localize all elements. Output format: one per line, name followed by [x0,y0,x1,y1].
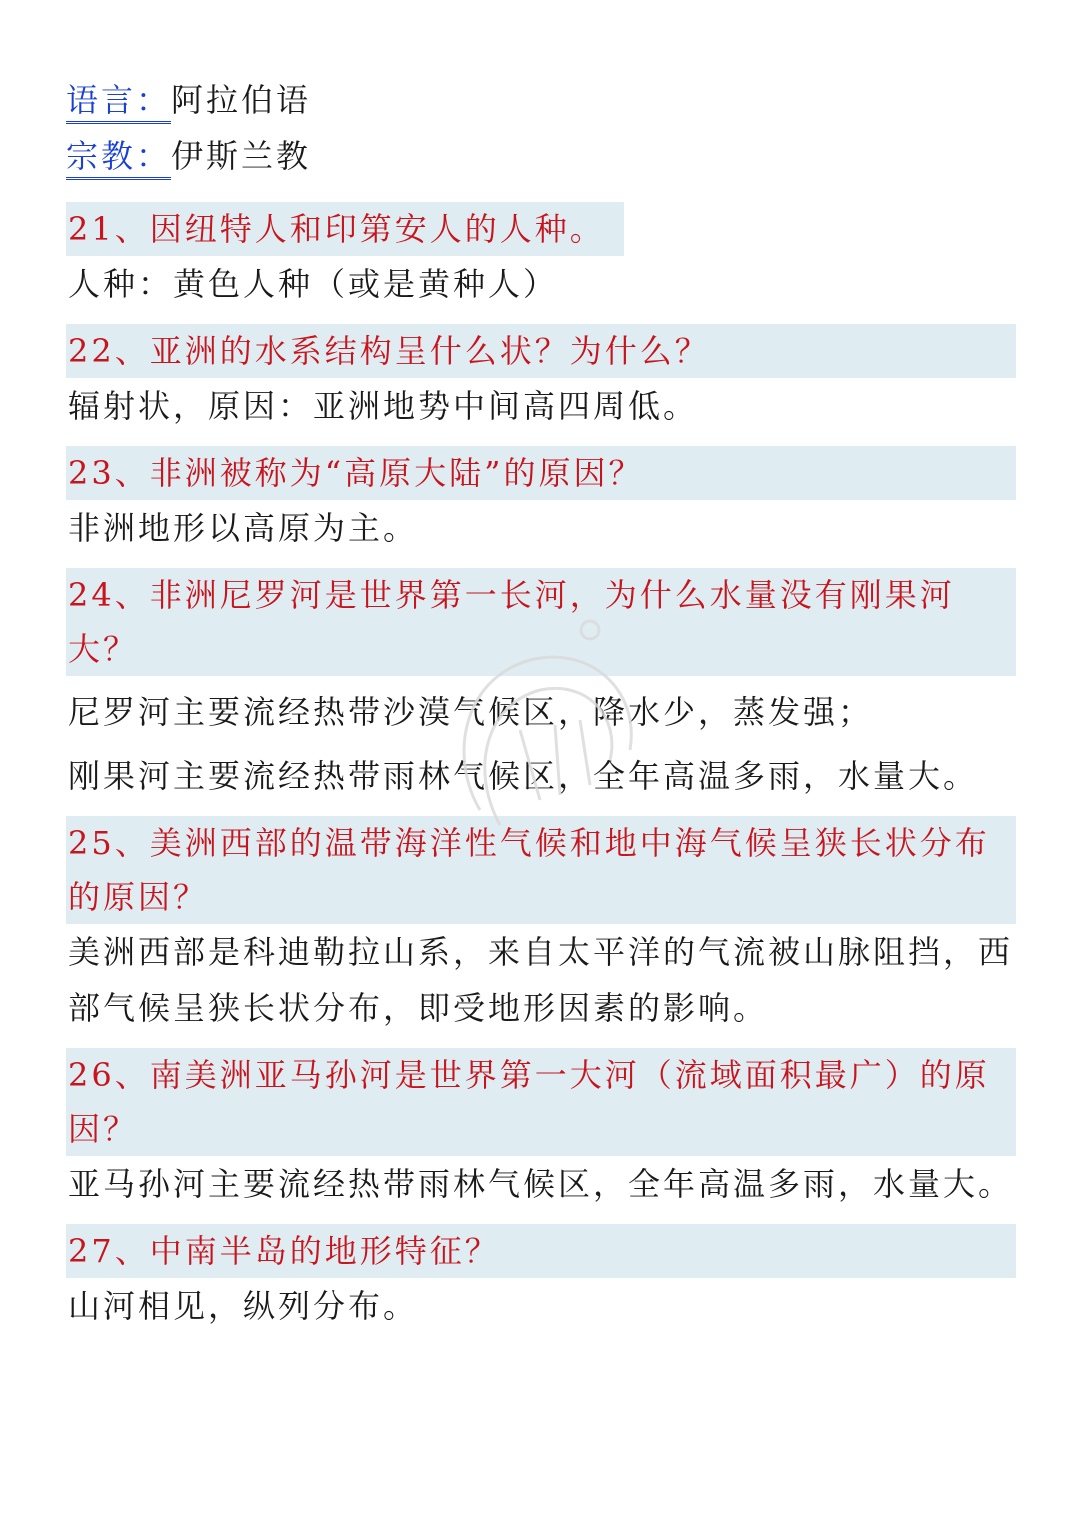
document-page [66,72,1016,1334]
question-heading: 27、中南半岛的地形特征？ [66,1224,1016,1278]
answer-text: 辐射状，原因：亚洲地势中间高四周低。 [68,387,699,425]
qa-block-26 [66,1048,1016,1212]
qa-block-25 [66,816,1016,1036]
answer-text: 人种：黄色人种（或是黄种人） [68,265,559,303]
answer-text: 山河相见，纵列分布。 [68,1287,419,1325]
answer-text: 美洲西部是科迪勒拉山系，来自太平洋的气流被山脉阻挡，西部气候呈狭长状分布，即受地形因素的影响。 [68,933,1014,1027]
qa-block-27 [66,1224,1016,1334]
language-value: 阿拉伯语 [171,81,312,119]
answer-text: 非洲地形以高原为主。 [68,509,419,547]
question-heading: 23、非洲被称为“高原大陆”的原因？ [66,446,1016,500]
answer-text: 尼罗河主要流经热带沙漠气候区，降水少，蒸发强； [68,693,874,731]
religion-label: 宗教： [66,137,171,180]
language-label: 语言： [66,81,171,124]
question-heading: 24、非洲尼罗河是世界第一长河，为什么水量没有刚果河大？ [66,568,1016,676]
religion-line [66,128,1016,184]
question-heading: 26、南美洲亚马孙河是世界第一大河（流域面积最广）的原因？ [66,1048,1016,1156]
question-heading: 21、因纽特人和印第安人的人种。 [66,202,624,256]
question-heading: 25、美洲西部的温带海洋性气候和地中海气候呈狭长状分布的原因？ [66,816,1016,924]
qa-block-22 [66,324,1016,434]
qa-block-21 [66,202,1016,312]
language-line [66,72,1016,128]
qa-block-24 [66,568,1016,804]
answer-text: 刚果河主要流经热带雨林气候区，全年高温多雨，水量大。 [68,757,979,795]
qa-block-23 [66,446,1016,556]
question-heading: 22、亚洲的水系结构呈什么状？为什么？ [66,324,1016,378]
answer-text: 亚马孙河主要流经热带雨林气候区，全年高温多雨，水量大。 [68,1165,1014,1203]
religion-value: 伊斯兰教 [171,137,312,175]
